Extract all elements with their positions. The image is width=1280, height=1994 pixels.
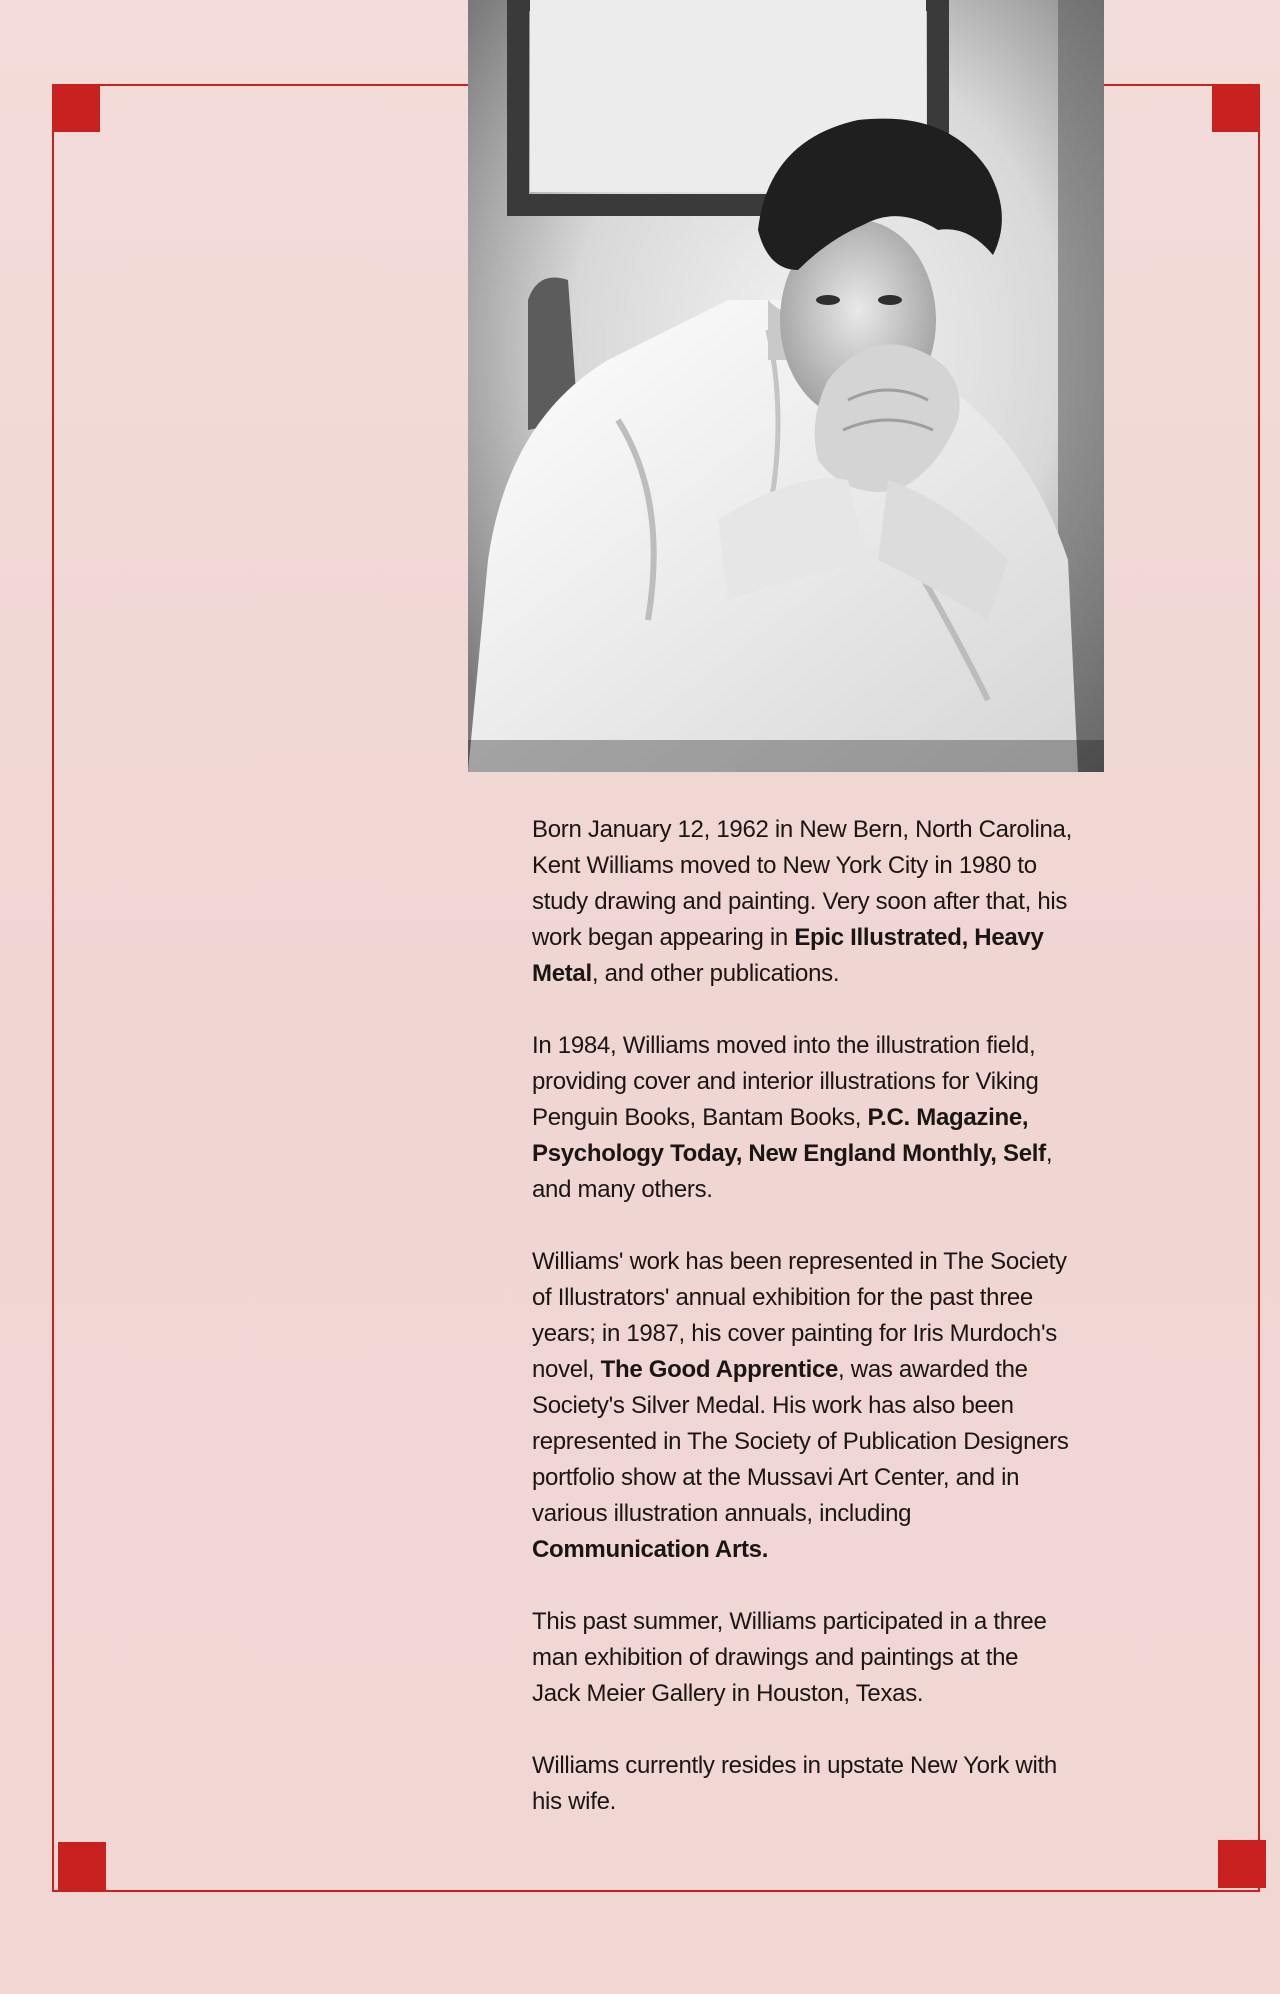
bio-paragraph-3: Williams' work has been represented in The Society of Illustrators' annual exhibition for the past three years; in 1987, his cover painting for Iris Murdoch's novel, The Good Apprentice, was awarded the Society's Silver Medal. His work has also been represented in The Society of Publication Designers portfolio show at the Mussavi Art Center, and in various illustration annuals, including Communication Arts.: [532, 1248, 1069, 1563]
bio-paragraph-4: This past summer, Williams participated in a three man exhibition of drawings and paintings at the Jack Meier Gallery in Houston, Texas.: [532, 1608, 1047, 1707]
frame-top-left-line: [52, 84, 470, 86]
corner-square-top-right: [1212, 84, 1260, 132]
bio-paragraph-5: Williams currently resides in upstate New York with his wife.: [532, 1752, 1057, 1815]
corner-square-bottom-left: [58, 1842, 106, 1890]
frame-left-line: [52, 84, 54, 1892]
frame-right-line: [1258, 84, 1260, 1892]
corner-square-top-left: [52, 84, 100, 132]
frame-bottom-line: [52, 1890, 1260, 1892]
biography-text: [532, 812, 1072, 1856]
portrait-photo: [468, 0, 1104, 772]
bio-paragraph-2: In 1984, Williams moved into the illustration field, providing cover and interior illustrations for Viking Penguin Books, Bantam Books, P.C. Magazine, Psychology Today, New England Monthly, Self, and many others.: [532, 1032, 1053, 1203]
bio-paragraph-1: Born January 12, 1962 in New Bern, North Carolina, Kent Williams moved to New York City in 1980 to study drawing and painting. Very soon after that, his work began appearing in Epic Illustrated, Heavy Metal, and other publications.: [532, 816, 1072, 987]
corner-square-bottom-right: [1218, 1840, 1266, 1888]
